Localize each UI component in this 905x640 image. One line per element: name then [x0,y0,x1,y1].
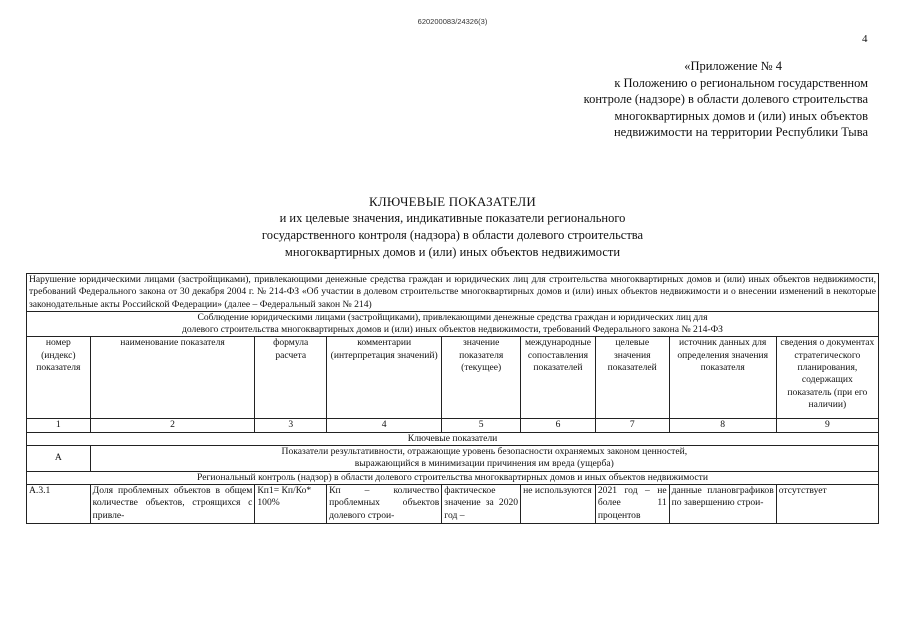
row-formula: Кп1= Кп/Ко* 100% [255,484,327,523]
compliance-cell [27,311,879,337]
annex-line: к Положению о региональном государственном [614,75,868,90]
row-current-value: фактическое значение за 2020 год – [442,484,521,523]
row-name: Доля проблемных объектов в общем количестве объектов, строящихся с привле- [90,484,255,523]
column-number: 9 [776,419,878,432]
row-target: 2021 год – не более 11 процентов [595,484,669,523]
column-header: наименование показателя [90,337,255,419]
column-header: номер (индекс) показателя [27,337,91,419]
key-indicators-heading: Ключевые показатели [27,432,879,445]
indicators-table [26,273,879,524]
column-number: 4 [327,419,442,432]
column-header: значение показателя (текущее) [442,337,521,419]
page-number: 4 [862,33,868,45]
title-line: и их целевые значения, индикативные показатели регионального [279,211,626,225]
section-a-line: Показатели результативности, отражающие уровень безопасности охраняемых законом ценностей, [281,446,688,458]
section-index: А [27,446,91,472]
violation-cell: Нарушение юридическими лицами (застройщиками), привлекающими денежные средства граждан и юридических лиц для строительства многоквартирных домов и (или) иных объектов недвижимости, требований Федерального закона от 30 декабря 2004 г. № 214-ФЗ «Об участии в долевом строительстве многоквартирных домов и (или) иных объектов недвижимости и о внесении изменений в некоторые законодательные акты Российской Федерации» (далее – Федеральный закон № 214) [27,274,879,312]
document-id: 620200083/24326(3) [417,17,488,26]
column-header: сведения о документах стратегического планирования, содержащих показатель (при его наличии) [776,337,878,419]
column-number: 6 [521,419,596,432]
section-a-line: выражающийся в минимизации причинения им вреда (ущерба) [354,458,614,470]
title-line: многоквартирных домов и (или) иных объектов недвижимости [284,245,621,259]
regional-control-heading: Региональный контроль (надзор) в области долевого строительства многоквартирных домов и иных объектов недвижимости [27,471,879,484]
title-line: государственного контроля (надзора) в области долевого строительства [261,228,644,242]
annex-line: недвижимости на территории Республики Тыва [613,125,868,139]
annex-line: контроле (надзоре) в области долевого строительства [583,92,868,106]
column-header: целевые значения показателей [595,337,669,419]
column-number: 2 [90,419,255,432]
annex-header [488,58,868,141]
column-number: 8 [669,419,776,432]
column-number: 7 [595,419,669,432]
row-strategic: отсутствует [776,484,878,523]
compliance-line: долевого строительства многоквартирных домов и (или) иных объектов недвижимости, требований Федерального закона № 214-ФЗ [182,324,723,336]
column-number: 5 [442,419,521,432]
row-comment: Кп – количество проблемных объектов долевого строи- [327,484,442,523]
title-main: КЛЮЧЕВЫЕ ПОКАЗАТЕЛИ [369,194,536,209]
column-header: источник данных для определения значения показателя [669,337,776,419]
column-header: комментарии (интерпретация значений) [327,337,442,419]
column-header: формула расчета [255,337,327,419]
column-number: 1 [27,419,91,432]
section-a-title [90,446,878,472]
compliance-line: Соблюдение юридическими лицами (застройщиками), привлекающими денежные средства граждан и юридических лиц для [197,311,708,323]
column-header: международные сопоставления показателей [521,337,596,419]
row-index: А.3.1 [27,484,91,523]
document-title [0,193,905,261]
row-international: не используются [521,484,596,523]
row-source: данные плановграфиков по завершению строи- [669,484,776,523]
column-number: 3 [255,419,327,432]
annex-line: «Приложение № 4 [684,59,782,73]
annex-line: многоквартирных домов и (или) иных объектов [614,108,868,123]
